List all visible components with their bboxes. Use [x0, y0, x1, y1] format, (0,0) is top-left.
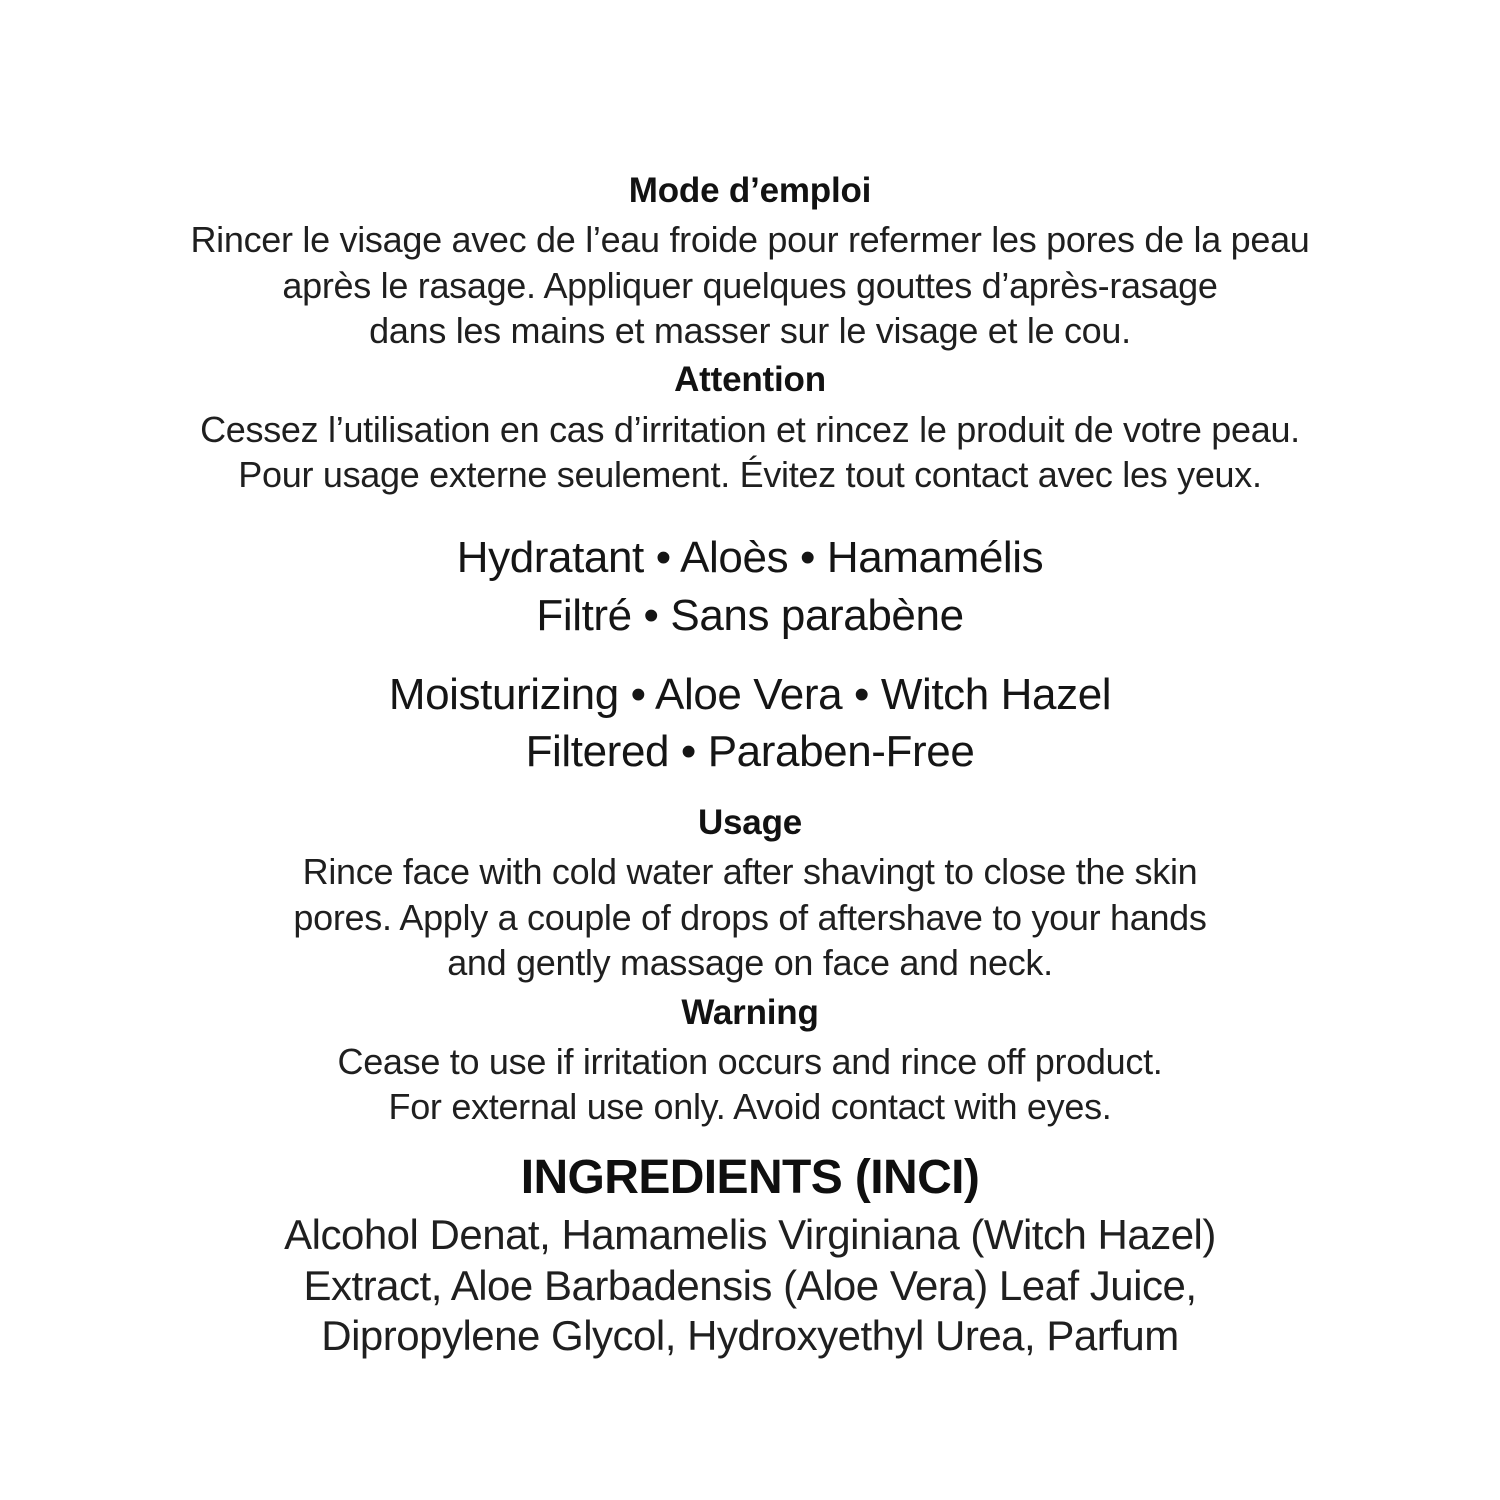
ingredients-heading: INGREDIENTS (INCI): [520, 1150, 980, 1204]
ingredients-body: [150, 1210, 1350, 1361]
warning-line-2: For external use only. Avoid contact with eyes.: [388, 1086, 1112, 1128]
features-french: [150, 529, 1350, 643]
attention-body: [150, 407, 1350, 498]
ingredients-line-2: Extract, Aloe Barbadensis (Aloe Vera) Leaf Juice,: [303, 1261, 1197, 1309]
mode-emploi-line-3: dans les mains et masser sur le visage et le cou.: [369, 310, 1131, 352]
warning-heading: Warning: [681, 992, 819, 1032]
usage-line-3: and gently massage on face and neck.: [447, 942, 1053, 984]
attention-heading: Attention: [674, 360, 826, 400]
features-english-line-2: Filtered • Paraben-Free: [525, 726, 975, 776]
ingredients-line-3: Dipropylene Glycol, Hydroxyethyl Urea, Parfum: [321, 1312, 1179, 1360]
usage-body: [150, 849, 1350, 985]
attention-line-1: Cessez l’utilisation en cas d’irritation et rincez le produit de votre peau.: [200, 408, 1300, 450]
features-french-line-1: Hydratant • Aloès • Hamamélis: [456, 533, 1044, 583]
mode-emploi-body: [150, 217, 1350, 353]
mode-emploi-line-1: Rincer le visage avec de l’eau froide pour refermer les pores de la peau: [190, 219, 1310, 261]
usage-line-1: Rince face with cold water after shavingt to close the skin: [302, 851, 1198, 893]
mode-emploi-line-2: après le rasage. Appliquer quelques gouttes d’après-rasage: [282, 264, 1218, 306]
features-english: [150, 666, 1350, 780]
attention-line-2: Pour usage externe seulement. Évitez tout contact avec les yeux.: [238, 454, 1262, 496]
features-french-line-2: Filtré • Sans parabène: [536, 590, 964, 640]
warning-body: [150, 1039, 1350, 1130]
mode-emploi-heading: Mode d’emploi: [628, 171, 872, 210]
warning-line-1: Cease to use if irritation occurs and rince off product.: [337, 1040, 1163, 1082]
usage-heading: Usage: [697, 803, 803, 843]
usage-line-2: pores. Apply a couple of drops of aftershave to your hands: [293, 896, 1207, 938]
ingredients-line-1: Alcohol Denat, Hamamelis Virginiana (Witch Hazel): [284, 1211, 1216, 1259]
features-english-line-1: Moisturizing • Aloe Vera • Witch Hazel: [388, 669, 1112, 719]
